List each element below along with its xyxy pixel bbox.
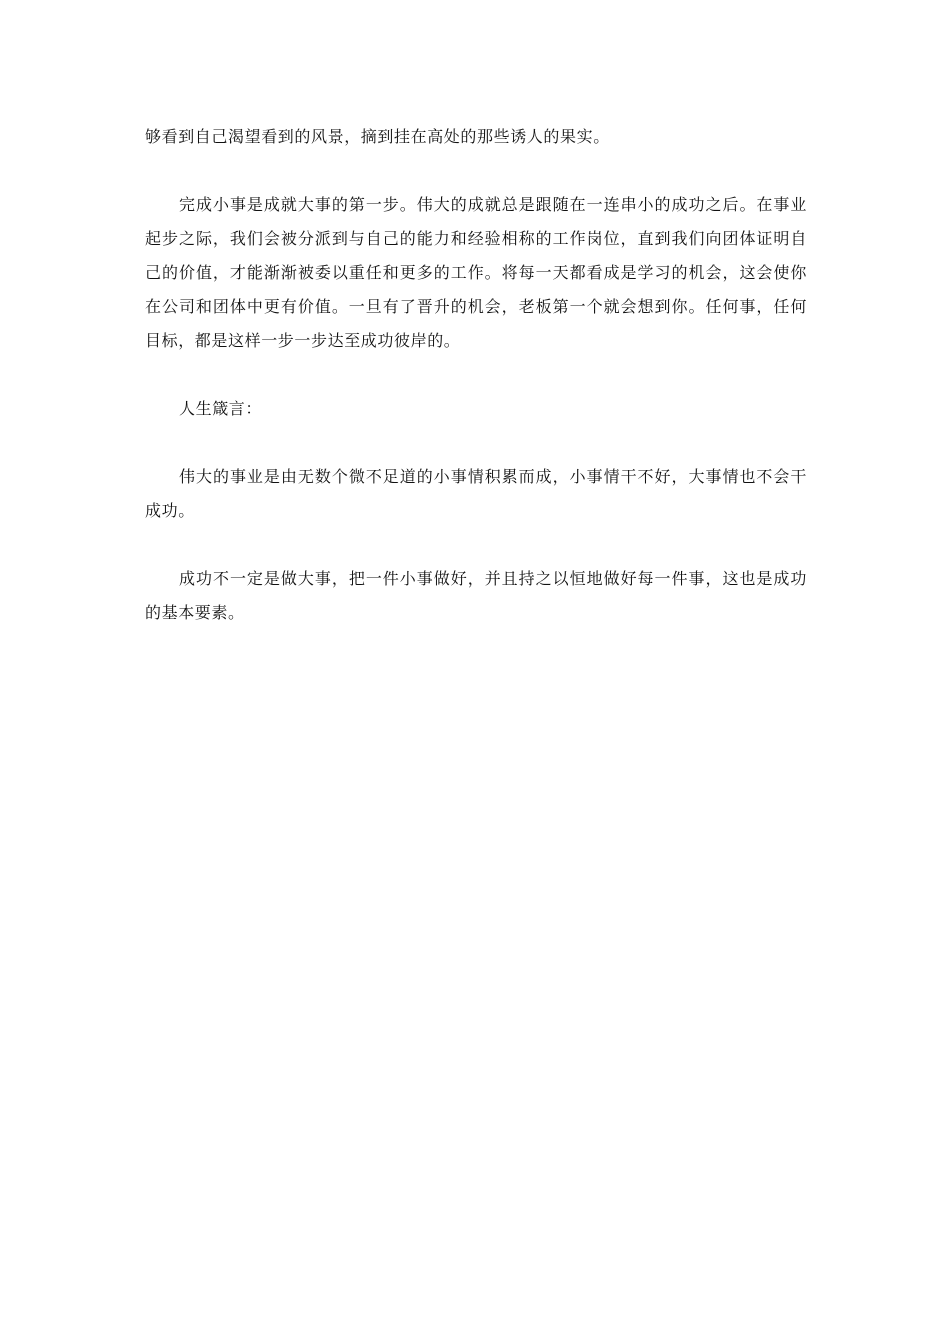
paragraph-small-things: 完成小事是成就大事的第一步。伟大的成就总是跟随在一连串小的成功之后。在事业起步之际，我们会被分派到与自己的能力和经验相称的工作岗位，直到我们向团体证明自己的价值，才能渐渐被委以重任和更多的工作。将每一天都看成是学习的机会，这会使你在公司和团体中更有价值。一旦有了晋升的机会，老板第一个就会想到你。任何事，任何目标，都是这样一步一步达至成功彼岸的。 xyxy=(145,195,807,350)
document-body xyxy=(145,120,807,664)
paragraph-continuation: 够看到自己渴望看到的风景，摘到挂在高处的那些诱人的果实。 xyxy=(145,127,610,146)
motto-paragraph-1: 伟大的事业是由无数个微不足道的小事情积累而成，小事情干不好，大事情也不会干成功。 xyxy=(145,467,807,520)
motto-paragraph-2: 成功不一定是做大事，把一件小事做好，并且持之以恒地做好每一件事，这也是成功的基本要素。 xyxy=(145,569,807,622)
motto-heading: 人生箴言： xyxy=(179,399,263,418)
